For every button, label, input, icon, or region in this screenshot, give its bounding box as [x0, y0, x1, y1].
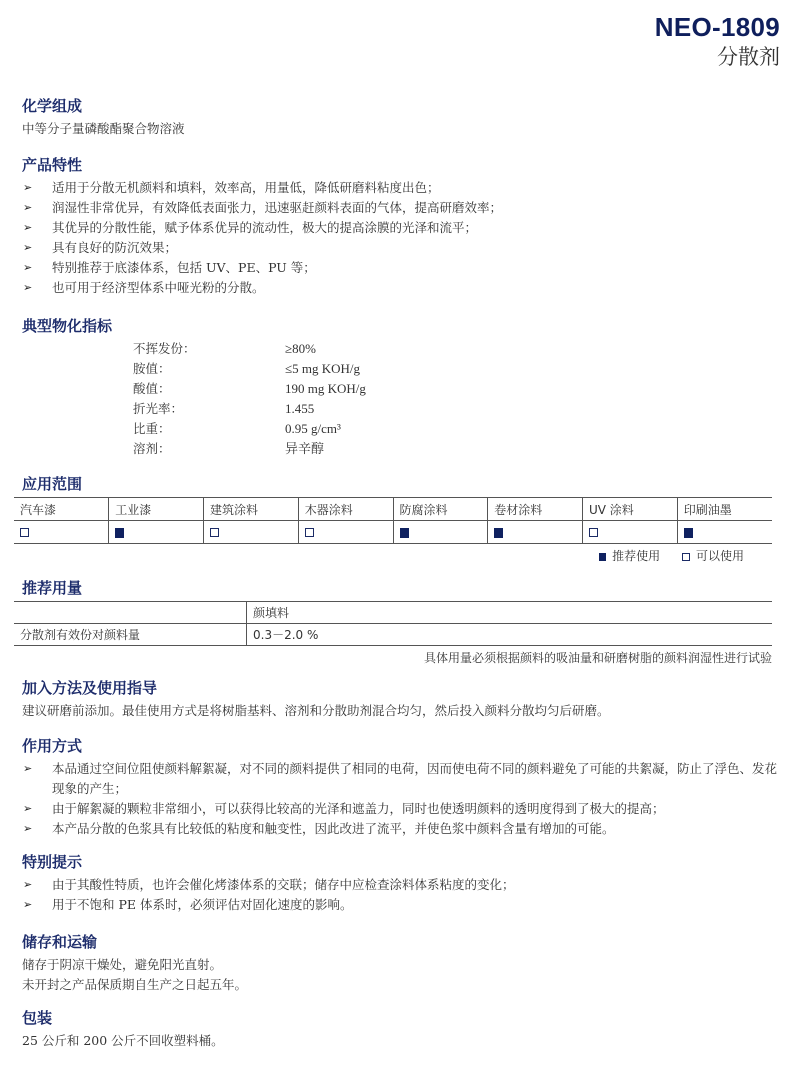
list-item: ➢ 特别推荐于底漆体系，包括 UV、PE、PU 等；: [22, 258, 772, 278]
dosage-heading: 推荐用量: [22, 579, 83, 597]
legend-recommended: 推荐使用: [599, 549, 660, 563]
section-storage: [22, 932, 772, 995]
table-header-cell: 汽车漆: [14, 498, 109, 521]
applications-table: [14, 497, 772, 544]
section-usage: [22, 678, 772, 721]
dosage-note: 具体用量必须根据颜料的吸油量和研磨树脂的颜料润湿性进行试验: [423, 651, 772, 665]
recommended-square-icon: [115, 528, 124, 538]
arrow-bullet-icon: ➢: [23, 221, 33, 234]
arrow-bullet-icon: ➢: [23, 878, 33, 891]
list-item: ➢ 其优异的分散性能，赋予体系优异的流动性，极大的提高涂膜的光泽和流平；: [22, 218, 772, 238]
title-block: [655, 12, 780, 72]
section-applications: [14, 474, 772, 564]
features-heading: 产品特性: [22, 156, 83, 174]
table-row: [14, 521, 772, 544]
usable-square-icon: [589, 528, 598, 537]
property-row: 酸值： 190 mg KOH/g: [133, 381, 366, 396]
recommended-square-icon: [684, 528, 693, 538]
property-row: 不挥发份： ≥80%: [133, 341, 316, 356]
dosage-table: [14, 601, 772, 646]
property-row: 胺值： ≤5 mg KOH/g: [133, 361, 361, 376]
recommended-square-icon: [599, 553, 606, 561]
mechanism-heading: 作用方式: [22, 737, 83, 755]
dosage-row-value: 0.3－2.0 %: [253, 628, 319, 642]
recommended-square-icon: [494, 528, 503, 538]
applications-legend: [14, 547, 772, 564]
composition-text: 中等分子量磷酸酯聚合物溶液: [22, 121, 185, 136]
property-row: 溶剂： 异辛醇: [133, 441, 325, 456]
list-item: ➢ 由于其酸性特质，也许会催化烤漆体系的交联；储存中应检查涂料体系粘度的变化；: [22, 875, 772, 895]
storage-line: 储存于阴凉干燥处，避免阳光直射。: [22, 957, 223, 972]
section-packaging: [22, 1008, 772, 1051]
table-header-cell: 建筑涂料: [204, 498, 299, 521]
table-header-cell: 防腐涂料: [393, 498, 488, 521]
mechanism-list: [22, 759, 780, 839]
storage-line: 未开封之产品保质期自生产之日起五年。: [22, 977, 248, 992]
dosage-row-label: 分散剂有效份对颜料量: [14, 624, 247, 646]
table-row: [14, 498, 772, 521]
arrow-bullet-icon: ➢: [23, 822, 33, 835]
properties-list: [133, 339, 772, 459]
arrow-bullet-icon: ➢: [23, 181, 33, 194]
section-composition: [22, 96, 772, 139]
packaging-heading: 包装: [22, 1009, 53, 1027]
recommended-square-icon: [400, 528, 409, 538]
features-list: [22, 178, 772, 298]
table-header-cell: 卷材涂料: [488, 498, 583, 521]
table-row: [14, 602, 772, 624]
table-header-cell: 印刷油墨: [677, 498, 772, 521]
usage-heading: 加入方法及使用指导: [22, 679, 158, 697]
table-header-cell: UV 涂料: [583, 498, 678, 521]
list-item: ➢ 本品通过空间位阻使颜料解絮凝，对不同的颜料提供了相同的电荷，因而使电荷不同的颜料避免了可能的共絮凝，防止了浮色、发花现象的产生；: [23, 761, 778, 796]
property-row: 折光率： 1.455: [133, 401, 315, 416]
list-item: ➢ 润湿性非常优异，有效降低表面张力，迅速驱赶颜料表面的气体，提高研磨效率；: [22, 198, 772, 218]
list-item: ➢ 也可用于经济型体系中哑光粉的分散。: [22, 278, 772, 298]
applications-heading: 应用范围: [22, 475, 83, 493]
product-name: 分散剂: [717, 45, 780, 69]
table-row: [14, 624, 772, 646]
packaging-text: 25 公斤和 200 公斤不回收塑料桶。: [22, 1033, 224, 1048]
storage-heading: 储存和运输: [22, 933, 98, 951]
arrow-bullet-icon: ➢: [23, 802, 33, 815]
arrow-bullet-icon: ➢: [23, 762, 33, 775]
list-item: ➢ 用于不饱和 PE 体系时，必须评估对固化速度的影响。: [22, 895, 772, 915]
usage-text: 建议研磨前添加。最佳使用方式是将树脂基料、溶剂和分散助剂混合均匀，然后投入颜料分散均匀后研磨。: [22, 703, 610, 718]
table-header-cell: 颜填料: [247, 602, 773, 624]
usable-square-icon: [210, 528, 219, 537]
legend-usable: 可以使用: [682, 549, 744, 563]
section-properties: [22, 316, 772, 459]
arrow-bullet-icon: ➢: [23, 898, 33, 911]
section-notes: [22, 852, 772, 915]
arrow-bullet-icon: ➢: [23, 241, 33, 254]
usable-square-icon: [20, 528, 29, 537]
property-row: 比重： 0.95 g/cm³: [133, 421, 341, 436]
list-item: ➢ 由于解絮凝的颗粒非常细小，可以获得比较高的光泽和遮盖力，同时也使透明颜料的透明度得到了极大的提高；: [22, 799, 780, 819]
list-item: ➢ 具有良好的防沉效果；: [22, 238, 772, 258]
usable-square-icon: [682, 553, 690, 561]
section-mechanism: [22, 736, 780, 839]
list-item: ➢ 本产品分散的色浆具有比较低的粘度和触变性，因此改进了流平，并使色浆中颜料含量有增加的可能。: [22, 819, 780, 839]
table-header-cell: 木器涂料: [298, 498, 393, 521]
composition-heading: 化学组成: [22, 97, 83, 115]
notes-heading: 特别提示: [22, 853, 83, 871]
arrow-bullet-icon: ➢: [23, 281, 33, 294]
section-features: [22, 155, 772, 298]
properties-heading: 典型物化指标: [22, 317, 113, 335]
section-dosage: [14, 578, 772, 666]
table-header-cell: 工业漆: [109, 498, 204, 521]
usable-square-icon: [305, 528, 314, 537]
arrow-bullet-icon: ➢: [23, 261, 33, 274]
notes-list: [22, 875, 772, 915]
list-item: ➢ 适用于分散无机颜料和填料，效率高，用量低，降低研磨料粘度出色；: [22, 178, 772, 198]
arrow-bullet-icon: ➢: [23, 201, 33, 214]
product-code: NEO-1809: [654, 12, 780, 42]
